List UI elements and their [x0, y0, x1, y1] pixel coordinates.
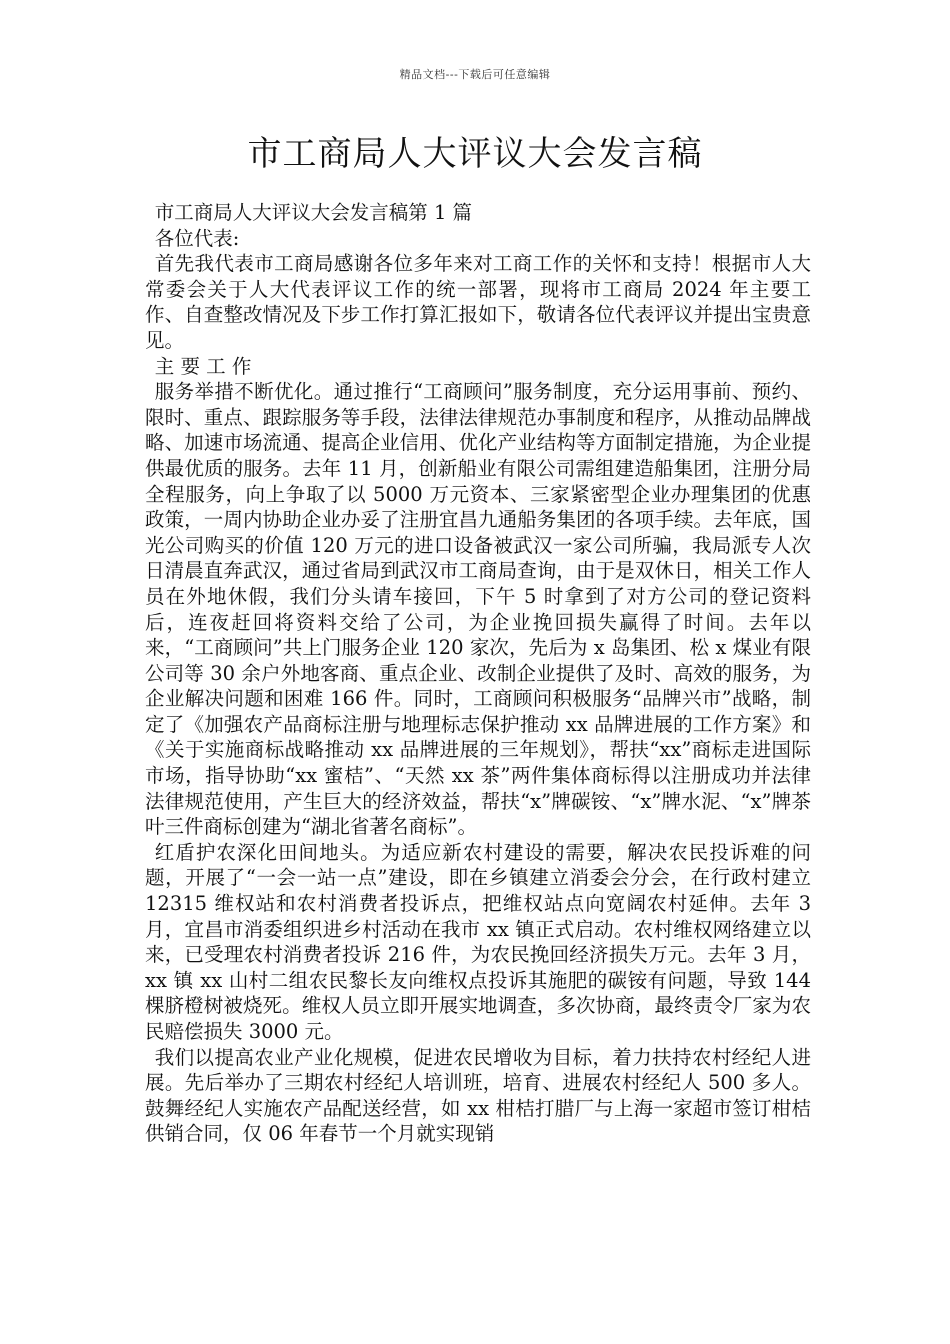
document-title: 市工商局人大评议大会发言稿 [247, 134, 703, 174]
paragraph-brokers: 我们以提高农业产业化规模，促进农民增收为目标，着力扶持农村经纪人进展。先后举办了三期农村经纪人培训班，培育、进展农村经纪人 500 多人。鼓舞经纪人实施农产品配送经营，如 xx 柑桔打腊厂与上海一家超市签订柑桔供销合同，仅 06 年春节一个月就实现销 [145, 1045, 811, 1146]
salutation: 各位代表: [154, 226, 240, 250]
paragraph-intro: 首先我代表市工商局感谢各位多年来对工商工作的关怀和支持！根据市人大常委会关于人大代表评议工作的统一部署，现将市工商局 2024 年主要工作、自查整改情况及下步工作打算汇报如下，敬请各位代表评议并提出宝贵意见。 [145, 252, 811, 352]
header-note: 精品文档---下载后可任意编辑 [399, 68, 551, 81]
section-heading: 主 要 工 作 [154, 354, 252, 378]
document-body [145, 200, 811, 1147]
document-subtitle: 市工商局人大评议大会发言稿第 1 篇 [154, 201, 473, 224]
paragraph-service: 服务举措不断优化。通过推行“工商顾问”服务制度，充分运用事前、预约、限时、重点、跟踪服务等手段，法律法律规范办事制度和程序，从推动品牌战略、加速市场流通、提高企业信用、优化产业结构等方面制定措施，为企业提供最优质的服务。去年 11 月，创新船业有限公司需组建造船集团，注册分局全程服务，向上争取了以 5000 万元资本、三家紧密型企业办理集团的优惠政策，一周内协助企业办妥了注册宜昌九通船务集团的各项手续。去年底，国光公司购买的价值 120 万元的进口设备被武汉一家公司所骗，我局派专人次日清晨直奔武汉，通过省局到武汉市工商局查询，由于是双休日，相关工作人员在外地休假，我们分头请车接回，下午 5 时拿到了对方公司的登记资料后，连夜赶回将资料交给了公司，为企业挽回损失赢得了时间。去年以来，“工商顾问”共上门服务企业 120 家次，先后为 x 岛集团、松 x 煤业有限公司等 30 余户外地客商、重点企业、改制企业提供了及时、高效的服务，为企业解决问题和困难 166 件。同时，工商顾问积极服务“品牌兴市”战略，制定了《加强农产品商标注册与地理标志保护推动 xx 品牌进展的工作方案》和《关于实施商标战略推动 xx 品牌进展的三年规划》，帮扶“xx”商标走进国际市场，指导协助“xx 蜜桔”、“天然 xx 茶”两件集体商标得以注册成功并法律法律规范使用，产生巨大的经济效益，帮扶“x”牌碳铵、“x”牌水泥、“x”牌茶叶三件商标创建为“湖北省著名商标”。 [145, 380, 811, 839]
paragraph-rural-rights: 红盾护农深化田间地头。为适应新农村建设的需要，解决农民投诉难的问题，开展了“一会一站一点”建设，即在乡镇建立消委会分会，在行政村建立 12315 维权站和农村消费者投诉点，把维权站点向宽阔农村延伸。去年 3 月，宜昌市消委组织进乡村活动在我市 xx 镇正式启动。农村维权网络建立以来，已受理农村消费者投诉 216 件，为农民挽回经济损失万元。去年 3 月，xx 镇 xx 山村二组农民黎长友向维权点投诉其施肥的碳铵有问题，导致 144 棵脐橙树被烧死。维权人员立即开展实地调查，多次协商，最终责令厂家为农民赔偿损失 3000 元。 [145, 840, 811, 1043]
